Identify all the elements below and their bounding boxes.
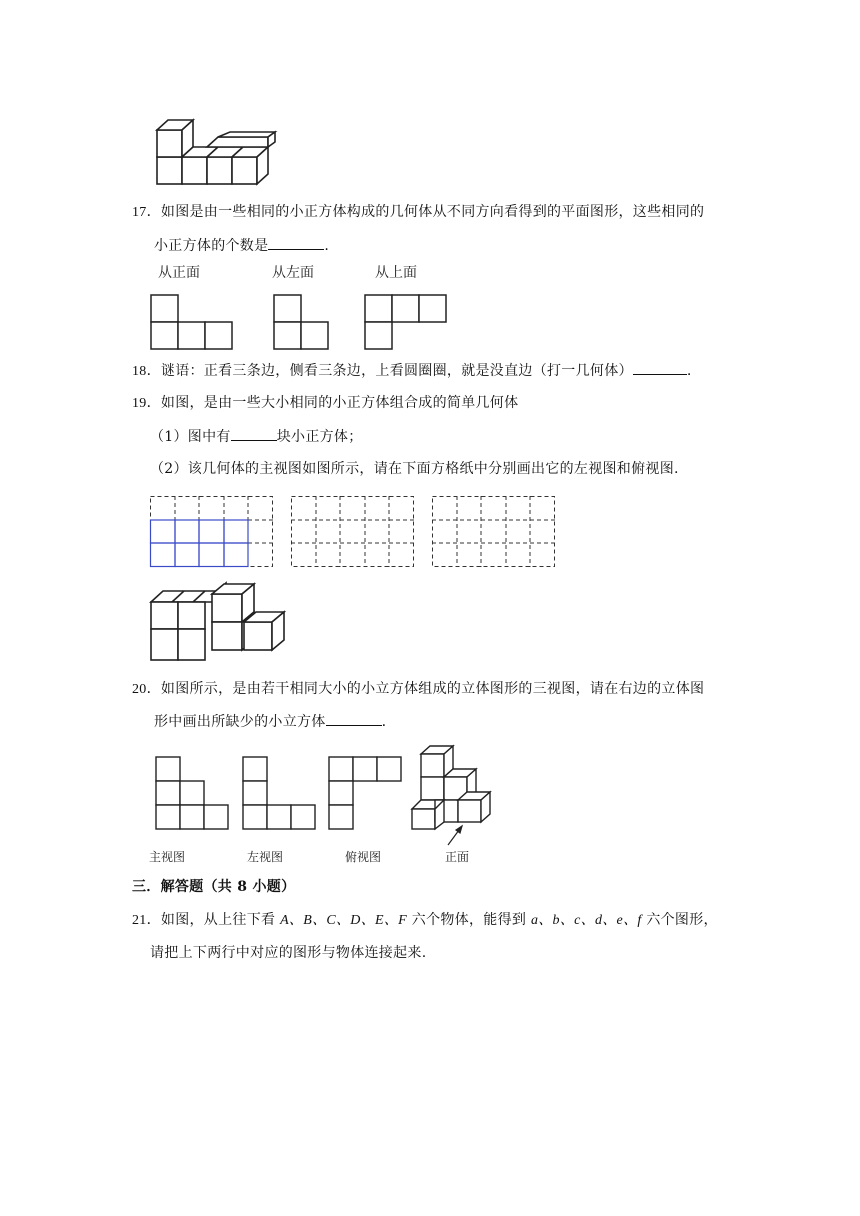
q17-line1 [132, 202, 704, 223]
q21-text-post: 六个图形， [641, 912, 718, 928]
q18-line [132, 360, 692, 382]
q20-period: . [381, 714, 387, 730]
q19-sub1-tail: 块小正方体； [276, 429, 363, 445]
q17-text1: 如图是由一些相同的小正方体构成的几何体从不同方向看得到的平面图形，这些相同的 [160, 204, 705, 220]
q21-number: 21． [132, 913, 161, 928]
q20-label-main: 主视图 [149, 850, 186, 864]
q19-answer-blank[interactable] [231, 426, 277, 441]
section-3-title-post: 小题） [247, 879, 296, 895]
q18-number: 18． [132, 364, 161, 379]
q21-text-mid: 六个物体，能得到 [407, 912, 531, 928]
q19-sub1-text: （1）图中有 [150, 429, 231, 445]
q19-sub1 [150, 426, 363, 447]
q17-front-view [150, 294, 235, 351]
q20-line1 [132, 679, 704, 700]
q19-text1: 如图，是由一些大小相同的小正方体组合成的简单几何体 [160, 395, 519, 411]
q20-label-left: 左视图 [247, 850, 284, 864]
q17-left-view [273, 294, 333, 351]
section-3-count: 8 [237, 879, 248, 895]
q20-answer-blank[interactable] [326, 711, 382, 726]
q17-view-left-label: 从左面 [272, 265, 314, 281]
q18-answer-blank[interactable] [633, 360, 687, 375]
q21-line2: 请把上下两行中对应的图形与物体连接起来. [150, 945, 427, 961]
q19-cube-cluster [148, 582, 288, 664]
top-cube-figure [150, 115, 280, 190]
q21-shapes: a、b、c、d、e、f [530, 913, 642, 928]
q21-objects: A、B、C、D、E、F [280, 913, 408, 928]
q20-main-view [155, 756, 230, 832]
q19-number: 19． [132, 396, 161, 411]
q17-text2: 小正方体的个数是 [154, 238, 269, 254]
q19-grid-front[interactable] [150, 496, 274, 568]
q20-line2 [154, 711, 386, 732]
q20-label-top: 俯视图 [345, 850, 382, 864]
q19-grid-left-view[interactable] [291, 496, 415, 568]
q20-label-front: 正面 [445, 850, 470, 864]
q17-answer-blank[interactable] [268, 235, 324, 250]
q17-number: 17． [132, 205, 161, 220]
q20-left-view [242, 756, 317, 832]
q19-grid-top-view[interactable] [432, 496, 556, 568]
q21-line1 [132, 910, 718, 931]
q17-line2 [154, 235, 329, 256]
q17-view-top-label: 从上面 [375, 265, 417, 281]
q19-sub2: （2）该几何体的主视图如图所示，请在下面方格纸中分别画出它的左视图和俯视图. [150, 461, 679, 477]
q20-cube-figure [410, 742, 505, 847]
q20-number: 20． [132, 682, 161, 697]
q21-text-pre: 如图，从上往下看 [160, 912, 281, 928]
q17-period: . [324, 238, 330, 254]
q20-text1: 如图所示，是由若干相同大小的小立方体组成的立体图形的三视图，请在右边的立体图 [160, 681, 705, 697]
q17-top-view [364, 294, 449, 351]
q20-top-view [328, 756, 403, 832]
q19-line1 [132, 393, 518, 414]
section-3-title-pre: 三．解答题（共 [132, 879, 238, 895]
q17-view-front-label: 从正面 [158, 265, 200, 281]
q18-period: . [686, 363, 692, 379]
q18-text: 谜语：正看三条边，侧看三条边，上看圆圈圈，就是没直边（打一几何体） [160, 363, 633, 379]
section-3-title [132, 877, 295, 897]
q20-text2: 形中画出所缺少的小立方体 [154, 714, 326, 730]
